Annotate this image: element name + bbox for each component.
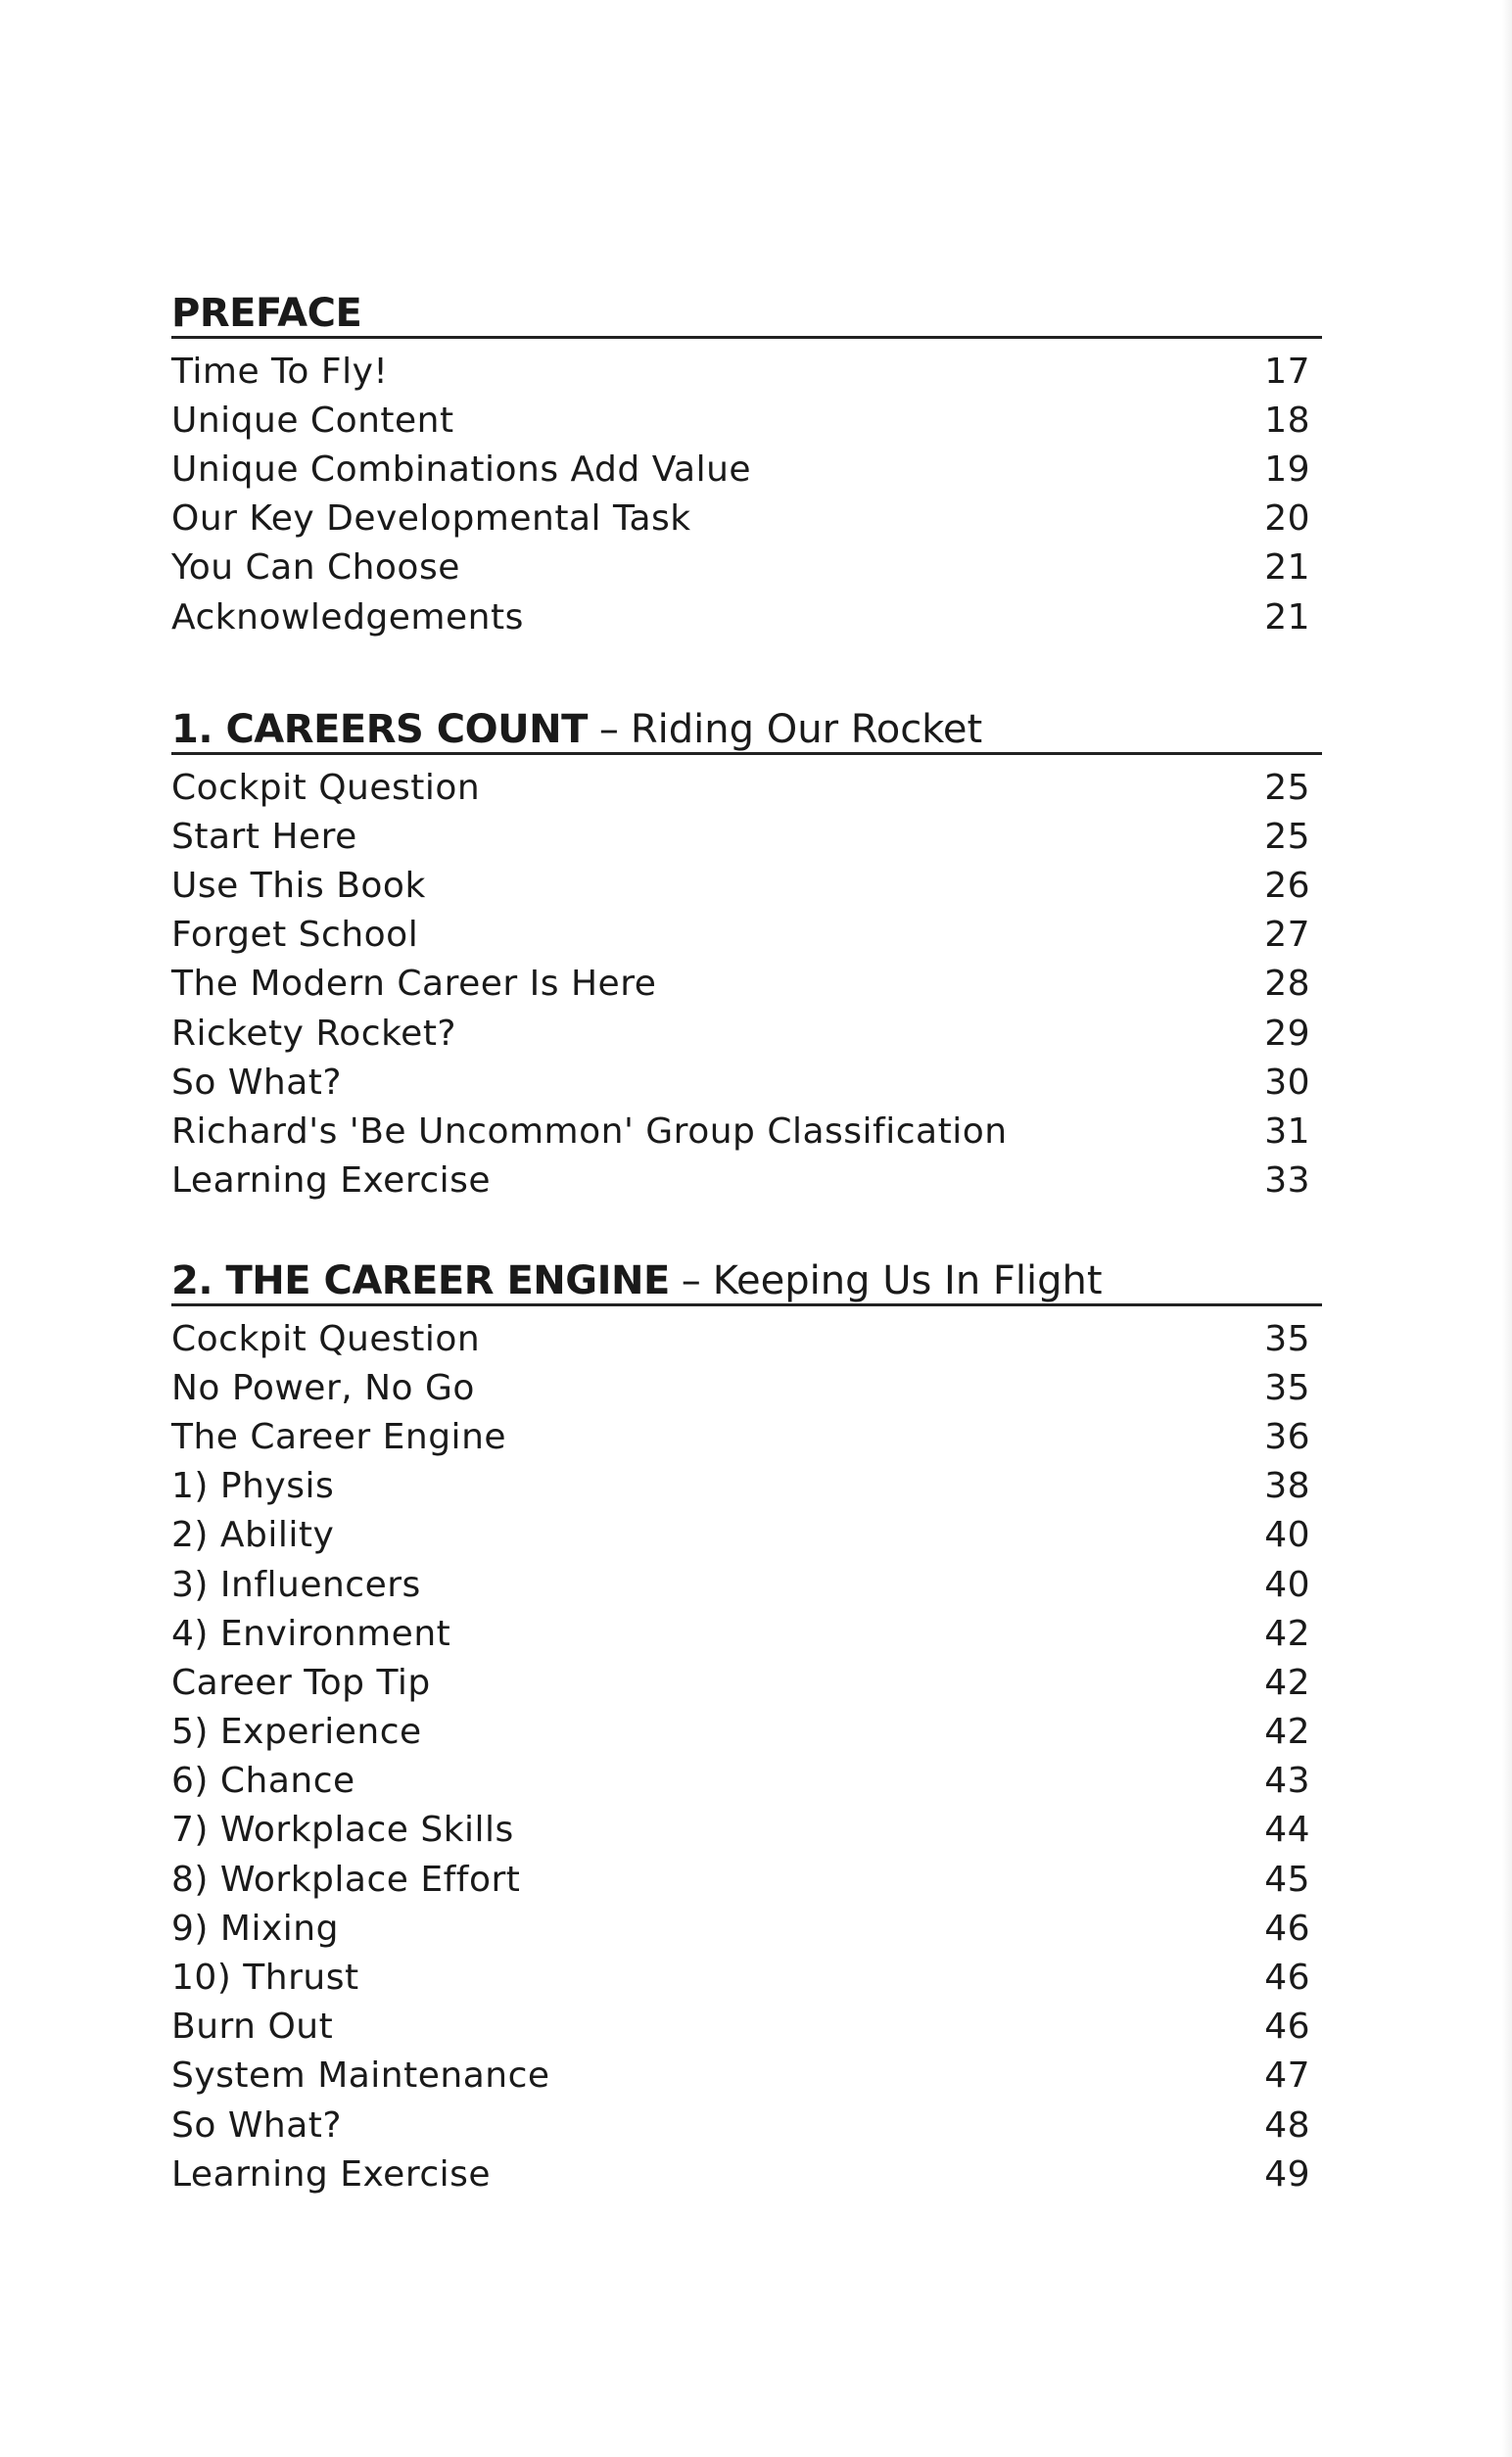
entry-title: Richard's 'Be Uncommon' Group Classification [171, 1110, 1008, 1152]
entry-page-number: 25 [1264, 816, 1310, 857]
entry-page-number: 18 [1264, 400, 1310, 441]
entry-title: Learning Exercise [171, 2153, 492, 2195]
toc-entry [171, 1107, 1322, 1156]
entry-title: So What? [171, 1062, 343, 1103]
toc-entry [171, 1904, 1322, 1953]
toc-entry [171, 2003, 1322, 2052]
entry-title: 5) Experience [171, 1712, 422, 1753]
page-edge-shadow [1502, 0, 1512, 2457]
entry-page-number: 42 [1264, 1613, 1310, 1654]
section-title: 2. THE CAREER ENGINE [171, 1258, 670, 1303]
toc-entry [171, 1855, 1322, 1904]
entry-list [171, 763, 1322, 1205]
entry-title: Unique Content [171, 400, 454, 441]
toc-entry [171, 1314, 1322, 1363]
toc-entry [171, 1609, 1322, 1658]
entry-page-number: 47 [1264, 2055, 1310, 2097]
entry-title: 3) Influencers [171, 1564, 421, 1605]
entry-title: Start Here [171, 816, 357, 857]
entry-title: Career Top Tip [171, 1662, 431, 1703]
entry-page-number: 33 [1264, 1160, 1310, 1202]
entry-page-number: 19 [1264, 449, 1310, 490]
entry-title: Acknowledgements [171, 596, 524, 638]
section-title: 1. CAREERS COUNT [171, 707, 588, 752]
title-separator: – [681, 1258, 701, 1303]
toc-entry [171, 347, 1322, 396]
entry-page-number: 40 [1264, 1564, 1310, 1605]
toc-entry [171, 1560, 1322, 1609]
toc-entry [171, 1757, 1322, 1806]
entry-title: No Power, No Go [171, 1367, 475, 1408]
toc-entry [171, 1058, 1322, 1107]
entry-page-number: 27 [1264, 915, 1310, 956]
entry-page-number: 29 [1264, 1013, 1310, 1054]
toc-entry [171, 1157, 1322, 1205]
entry-page-number: 35 [1264, 1318, 1310, 1359]
entry-title: 10) Thrust [171, 1958, 359, 1999]
entry-page-number: 17 [1264, 351, 1310, 392]
entry-page-number: 48 [1264, 2104, 1310, 2146]
section-heading [171, 705, 1322, 755]
entry-title: 1) Physis [171, 1466, 335, 1507]
entry-title: Unique Combinations Add Value [171, 449, 752, 490]
section-career-engine [171, 1256, 1322, 2198]
entry-page-number: 46 [1264, 2007, 1310, 2048]
entry-page-number: 26 [1264, 865, 1310, 906]
toc-entry [171, 1462, 1322, 1511]
entry-page-number: 21 [1264, 547, 1310, 589]
entry-page-number: 42 [1264, 1662, 1310, 1703]
toc-entry [171, 1953, 1322, 2002]
toc-entry [171, 2052, 1322, 2101]
entry-title: Cockpit Question [171, 767, 481, 808]
entry-title: Burn Out [171, 2007, 334, 2048]
entry-page-number: 35 [1264, 1367, 1310, 1408]
toc-entry [171, 592, 1322, 641]
toc-entry [171, 445, 1322, 494]
toc-entry [171, 396, 1322, 445]
entry-page-number: 20 [1264, 498, 1310, 540]
toc-entry [171, 1511, 1322, 1560]
entry-title: System Maintenance [171, 2055, 550, 2097]
entry-page-number: 21 [1264, 596, 1310, 638]
entry-title: Time To Fly! [171, 351, 389, 392]
toc-entry [171, 1806, 1322, 1855]
entry-page-number: 38 [1264, 1466, 1310, 1507]
entry-title: 7) Workplace Skills [171, 1810, 514, 1851]
entry-page-number: 31 [1264, 1110, 1310, 1152]
section-preface [171, 289, 1322, 641]
section-heading [171, 1256, 1322, 1306]
toc-entry [171, 2101, 1322, 2150]
entry-title: Use This Book [171, 865, 426, 906]
entry-page-number: 49 [1264, 2153, 1310, 2195]
toc-entry [171, 763, 1322, 812]
entry-title: 6) Chance [171, 1761, 355, 1802]
toc-entry [171, 1658, 1322, 1707]
entry-title: Cockpit Question [171, 1318, 481, 1359]
entry-title: The Modern Career Is Here [171, 964, 657, 1005]
entry-page-number: 46 [1264, 1908, 1310, 1949]
section-careers-count [171, 705, 1322, 1205]
entry-list [171, 1314, 1322, 2198]
entry-page-number: 30 [1264, 1062, 1310, 1103]
entry-page-number: 46 [1264, 1958, 1310, 1999]
section-title: PREFACE [171, 291, 362, 336]
entry-page-number: 43 [1264, 1761, 1310, 1802]
section-heading [171, 289, 1322, 339]
entry-page-number: 40 [1264, 1515, 1310, 1556]
entry-title: Rickety Rocket? [171, 1013, 457, 1054]
entry-title: The Career Engine [171, 1416, 507, 1457]
entry-page-number: 45 [1264, 1859, 1310, 1900]
entry-page-number: 44 [1264, 1810, 1310, 1851]
entry-title: 4) Environment [171, 1613, 451, 1654]
entry-title: So What? [171, 2104, 343, 2146]
section-subtitle: Riding Our Rocket [630, 707, 983, 752]
entry-page-number: 28 [1264, 964, 1310, 1005]
entry-page-number: 25 [1264, 767, 1310, 808]
toc-entry [171, 1708, 1322, 1757]
toc-entry [171, 861, 1322, 910]
entry-list [171, 347, 1322, 641]
toc-entry [171, 1363, 1322, 1412]
entry-title: 9) Mixing [171, 1908, 339, 1949]
entry-title: 2) Ability [171, 1515, 335, 1556]
entry-title: Our Key Developmental Task [171, 498, 691, 540]
entry-page-number: 36 [1264, 1416, 1310, 1457]
entry-title: You Can Choose [171, 547, 460, 589]
toc-entry [171, 960, 1322, 1009]
toc-entry [171, 1412, 1322, 1461]
toc-entry [171, 911, 1322, 960]
entry-title: Learning Exercise [171, 1160, 492, 1202]
toc-entry [171, 1009, 1322, 1058]
title-separator: – [598, 707, 619, 752]
toc-entry [171, 812, 1322, 861]
toc-entry [171, 2150, 1322, 2198]
toc-entry [171, 495, 1322, 543]
section-subtitle: Keeping Us In Flight [712, 1258, 1103, 1303]
entry-page-number: 42 [1264, 1712, 1310, 1753]
entry-title: Forget School [171, 915, 419, 956]
toc-entry [171, 543, 1322, 592]
entry-title: 8) Workplace Effort [171, 1859, 521, 1900]
